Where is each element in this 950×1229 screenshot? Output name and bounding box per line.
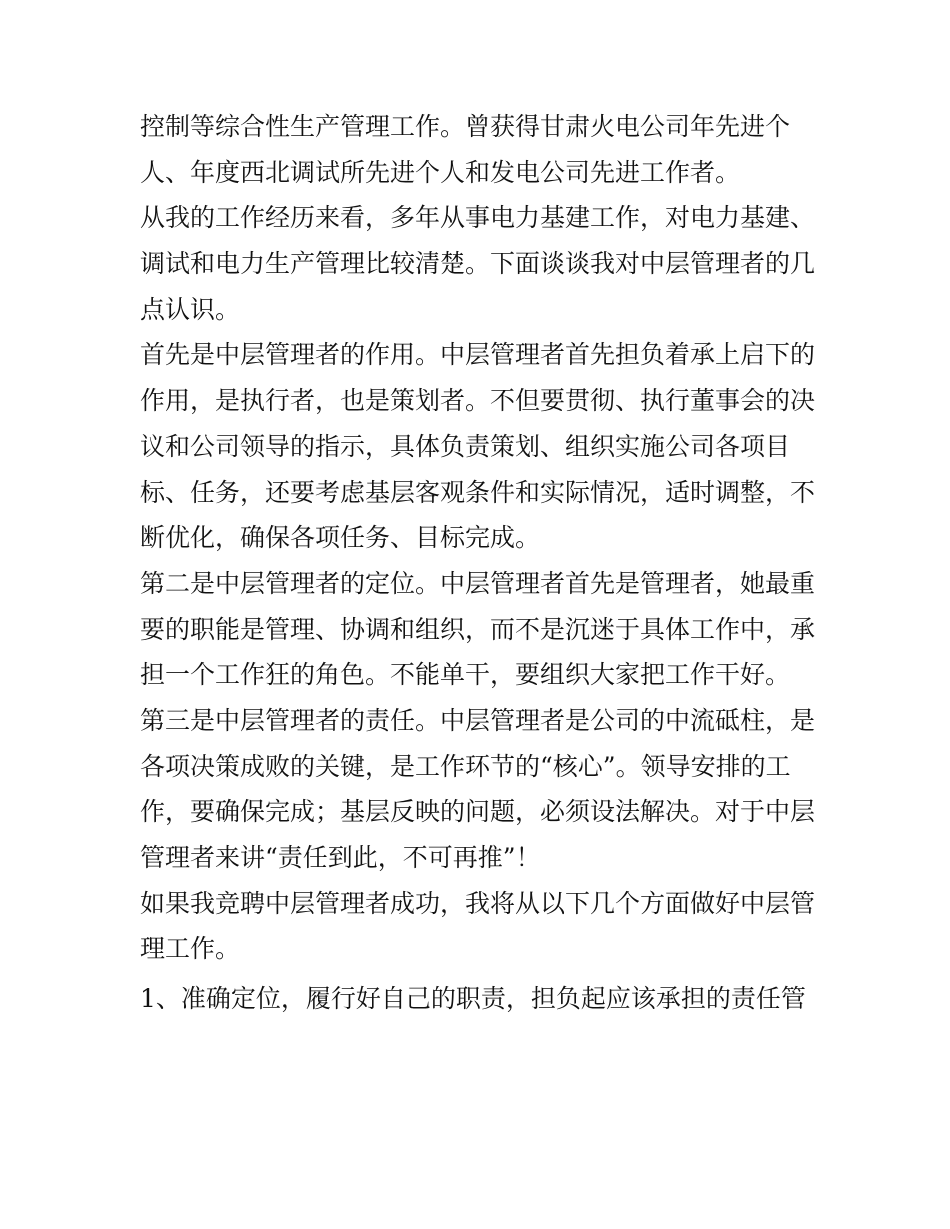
text-line-13: 担一个工作狂的角色。不能单干，要组织大家把工作干好。 (140, 660, 791, 690)
text-line-18: 如果我竞聘中层管理者成功，我将从以下几个方面做好中层管 (140, 888, 816, 918)
text-line-1: 控制等综合性生产管理工作。曾获得甘肃火电公司年先进个 (140, 112, 791, 141)
text-line-20: 1、准确定位，履行好自己的职责，担负起应该承担的责任管 (140, 984, 806, 1014)
text-line-19: 理工作。 (140, 934, 241, 964)
text-line-6: 首先是中层管理者的作用。中层管理者首先担负着承上启下的 (140, 340, 816, 370)
text-line-16: 作，要确保完成；基层反映的问题，必须设法解决。对于中层 (140, 797, 816, 827)
text-line-10: 断优化，确保各项任务、目标完成。 (140, 523, 541, 553)
text-line-9: 标、任务，还要考虑基层客观条件和实际情况，适时调整，不 (140, 477, 816, 507)
text-line-11: 第二是中层管理者的定位。中层管理者首先是管理者，她最重 (140, 568, 816, 598)
text-line-15: 各项决策成败的关键，是工作环节的“核心”。领导安排的工 (140, 751, 791, 781)
document-body (140, 104, 820, 1022)
text-line-3: 从我的工作经历来看，多年从事电力基建工作，对电力基建、 (140, 203, 816, 233)
text-line-12: 要的职能是管理、协调和组织，而不是沉迷于具体工作中，承 (140, 614, 816, 644)
text-line-4: 调试和电力生产管理比较清楚。下面谈谈我对中层管理者的几 (140, 249, 816, 279)
text-line-14: 第三是中层管理者的责任。中层管理者是公司的中流砥柱，是 (140, 705, 816, 735)
text-line-5: 点认识。 (140, 294, 241, 324)
text-line-17: 管理者来讲“责任到此，不可再推”！ (140, 843, 541, 872)
text-line-2: 人、年度西北调试所先进个人和发电公司先进工作者。 (140, 157, 741, 187)
text-line-8: 议和公司领导的指示，具体负责策划、组织实施公司各项目 (140, 431, 791, 461)
text-line-7: 作用，是执行者，也是策划者。不但要贯彻、执行董事会的决 (140, 386, 816, 416)
